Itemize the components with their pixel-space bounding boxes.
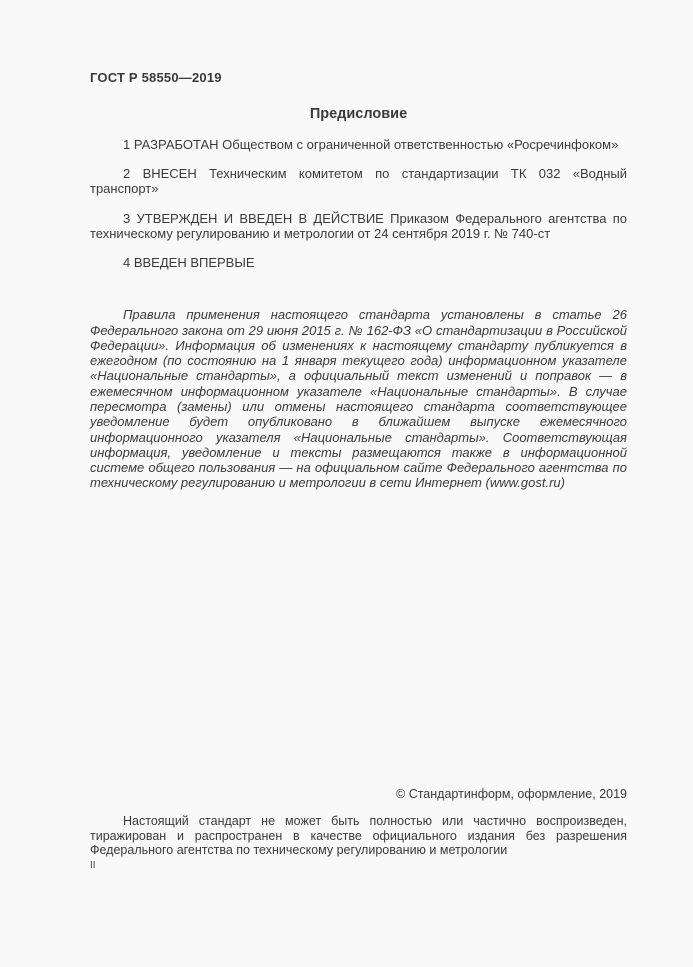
page-number: II <box>90 859 96 871</box>
page-title: Предисловие <box>309 106 408 122</box>
legal-note: Правила применения настоящего стандарта установлены в статье 26 Федерального закона от 29 июня 2015 г. № 162-ФЗ «О стандартизации в Российской Федерации». Информация об изменениях к настоящему стандарту публикуется в ежегодном (по состоянию на 1 января текущего года) информационном указателе «Национальные стандарты», а официальный текст изменений и поправок — в ежемесячном информационном указателе «Национальные стандарты». В случае пересмотра (замены) или отмены настоящего стандарта соответствующее уведомление будет опубликовано в ближайшем выпуске ежемесячного информационного указателя «Национальные стандарты». Соответствующая информация, уведомление и тексты размещаются также в информационной системе общего пользования — на официальном сайте Федерального агентства по техническому регулированию и метрологии в сети Интернет (www.gost.ru) <box>90 307 627 491</box>
doc-code: ГОСТ Р 58550—2019 <box>90 70 222 85</box>
page-footer <box>90 787 627 872</box>
reproduction-disclaimer: Настоящий стандарт не может быть полностью или частично воспроизведен, тиражирован и распространен в качестве официального издания без разрешения Федерального агентства по техническому регулированию и метрологии <box>90 814 627 858</box>
foreword-item-3: 3 УТВЕРЖДЕН И ВВЕДЕН В ДЕЙСТВИЕ Приказом Федерального агентства по техническому регулированию и метрологии от 24 сентября 2019 г. № 740-ст <box>90 210 627 241</box>
foreword-item-2: 2 ВНЕСЕН Техническим комитетом по стандартизации ТК 032 «Водный транспорт» <box>90 166 627 197</box>
foreword-item-4: 4 ВВЕДЕН ВПЕРВЫЕ <box>123 255 255 271</box>
copyright-line: © Стандартинформ, оформление, 2019 <box>396 787 627 801</box>
foreword-item-1: 1 РАЗРАБОТАН Обществом с ограниченной ответственностью «Росречинфоком» <box>123 137 619 152</box>
